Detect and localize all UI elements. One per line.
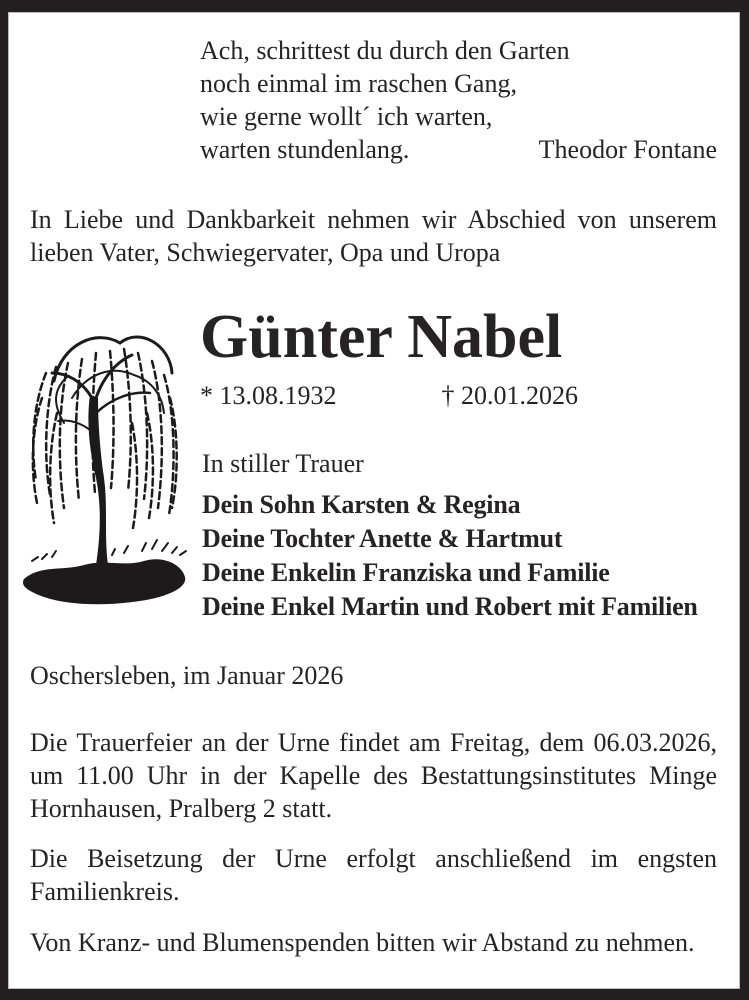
family-member: Dein Sohn Karsten & Regina xyxy=(202,490,521,519)
birth-date: * 13.08.1932 xyxy=(200,381,337,410)
poem-last-row xyxy=(200,133,717,166)
weeping-willow-icon xyxy=(12,303,197,613)
funeral-line: Hornhausen, Pralberg 2 statt. xyxy=(30,794,333,823)
place-and-date: Oschersleben, im Januar 2026 xyxy=(30,661,344,690)
poem-line: noch einmal im raschen Gang, xyxy=(200,69,517,98)
death-date: † 20.01.2026 xyxy=(441,381,578,410)
funeral-info xyxy=(30,726,717,825)
funeral-line: um 11.00 Uhr in der Kapelle des Bestattungsinstitutes Minge xyxy=(30,761,717,790)
poem-attribution: Theodor Fontane xyxy=(538,135,717,164)
family-member: Deine Tochter Anette & Hartmut xyxy=(202,524,563,553)
family-member: Deine Enkel Martin und Robert mit Familien xyxy=(202,592,698,621)
deceased-name: Günter Nabel xyxy=(200,303,563,371)
poem-line: warten stundenlang. xyxy=(200,135,410,164)
mourning-heading: In stiller Trauer xyxy=(202,449,364,478)
burial-info xyxy=(30,842,717,908)
intro-paragraph xyxy=(30,203,717,269)
poem xyxy=(200,34,717,166)
intro-line: lieben Vater, Schwiegervater, Opa und Uropa xyxy=(30,238,501,267)
donations-note: Von Kranz- und Blumenspenden bitten wir Abstand zu nehmen. xyxy=(30,928,695,957)
poem-line: Ach, schrittest du durch den Garten xyxy=(200,36,570,65)
burial-line: Familienkreis. xyxy=(30,877,180,906)
family-list xyxy=(202,488,698,624)
family-member: Deine Enkelin Franziska und Familie xyxy=(202,558,610,587)
funeral-line: Die Trauerfeier an der Urne findet am Freitag, dem 06.03.2026, xyxy=(30,728,717,757)
poem-line: wie gerne wollt´ ich warten, xyxy=(200,102,493,131)
life-dates xyxy=(200,379,578,412)
intro-line: In Liebe und Dankbarkeit nehmen wir Abschied von unserem xyxy=(30,205,717,234)
burial-line: Die Beisetzung der Urne erfolgt anschließend im engsten xyxy=(30,844,717,873)
